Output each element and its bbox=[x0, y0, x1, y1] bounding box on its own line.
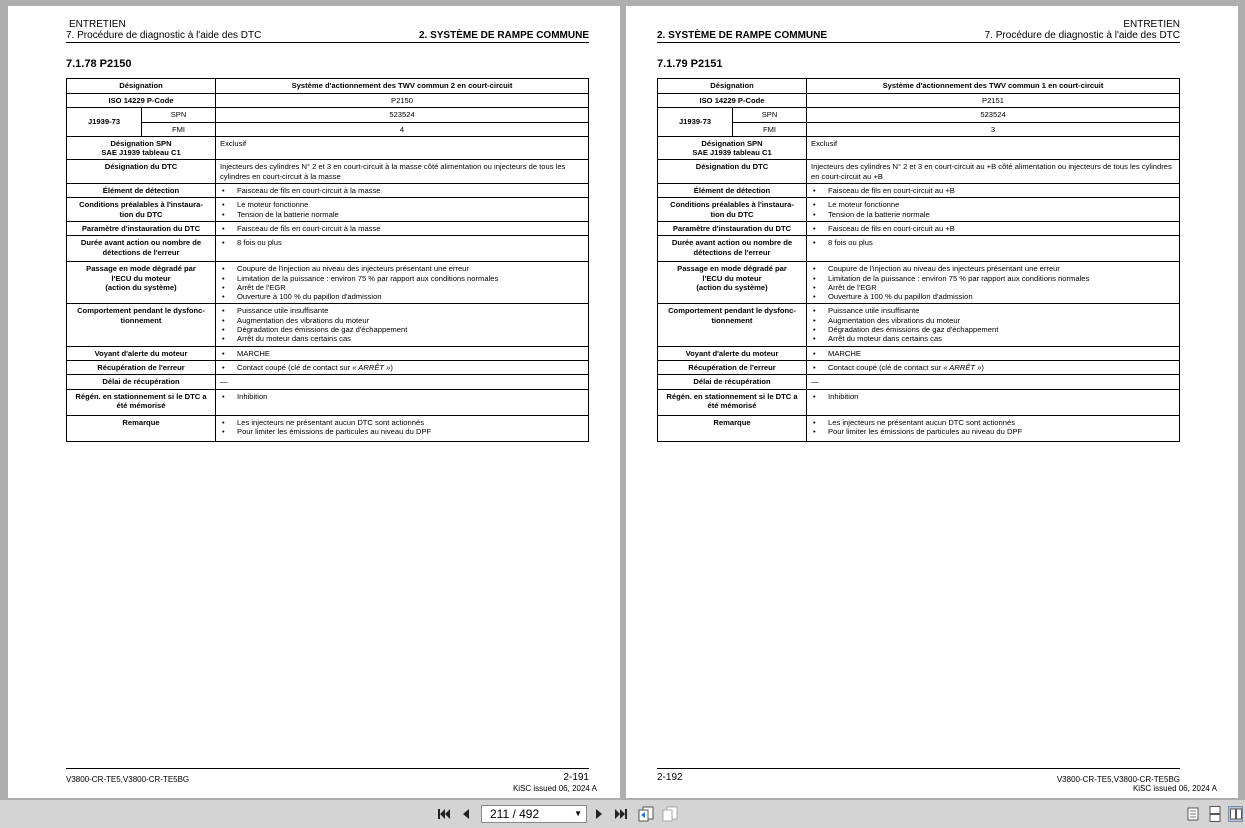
document-page-right bbox=[626, 6, 1238, 798]
row-label: Paramètre d'instauration du DTC bbox=[658, 221, 807, 235]
row-value bbox=[807, 236, 1180, 262]
row-value: — bbox=[807, 375, 1180, 389]
table-row bbox=[658, 415, 1180, 441]
list-item: • Arrêt de l'EGR bbox=[811, 283, 1175, 292]
table-row bbox=[658, 236, 1180, 262]
footer-model: V3800-CR-TE5,V3800-CR-TE5BG bbox=[66, 775, 190, 784]
bullet-list bbox=[811, 306, 1175, 343]
row-label: Comportement pendant le dysfonc- tionnement bbox=[67, 304, 216, 346]
list-item: • MARCHE bbox=[811, 349, 1175, 358]
first-page-icon[interactable] bbox=[436, 806, 452, 822]
bullet-list bbox=[220, 264, 584, 301]
list-item: • Pour limiter les émissions de particules au niveau du DPF bbox=[220, 427, 584, 436]
row-sublabel: FMI bbox=[142, 122, 216, 136]
list-item: • 8 fois ou plus bbox=[220, 238, 584, 247]
row-value bbox=[216, 221, 589, 235]
bullet-list bbox=[811, 238, 1175, 247]
table-row bbox=[67, 198, 589, 222]
row-label: Remarque bbox=[67, 415, 216, 441]
forward-icon[interactable] bbox=[662, 806, 678, 822]
row-value: Système d'actionnement des TWV commun 1 en court-circuit bbox=[807, 79, 1180, 94]
row-label: Paramètre d'instauration du DTC bbox=[67, 221, 216, 235]
list-item: • Limitation de la puissance : environ 75 % par rapport aux conditions normales bbox=[811, 274, 1175, 283]
list-item: • Arrêt de l'EGR bbox=[220, 283, 584, 292]
row-value bbox=[216, 389, 589, 415]
section-title: 7.1.79 P2151 bbox=[657, 58, 723, 70]
last-page-icon[interactable] bbox=[613, 806, 629, 822]
bullet-list bbox=[220, 349, 584, 358]
list-item: • Tension de la batterie normale bbox=[220, 210, 584, 219]
row-label: Durée avant action ou nombre de détections de l'erreur bbox=[67, 236, 216, 262]
table-row bbox=[658, 79, 1180, 94]
list-item: • Pour limiter les émissions de particules au niveau du DPF bbox=[811, 427, 1175, 436]
row-label: Passage en mode dégradé par l'ECU du moteur (action du système) bbox=[67, 262, 216, 304]
row-label: Récupération de l'erreur bbox=[67, 360, 216, 374]
bullet-list bbox=[220, 224, 584, 233]
table-row bbox=[658, 94, 1180, 108]
row-label: Désignation du DTC bbox=[658, 160, 807, 184]
row-label: ISO 14229 P-Code bbox=[658, 94, 807, 108]
list-item: • Dégradation des émissions de gaz d'échappement bbox=[811, 325, 1175, 334]
row-label: Conditions préalables à l'instaura- tion du DTC bbox=[658, 198, 807, 222]
table-row bbox=[67, 108, 589, 122]
row-value bbox=[216, 346, 589, 360]
row-value: Système d'actionnement des TWV commun 2 en court-circuit bbox=[216, 79, 589, 94]
dtc-table bbox=[657, 78, 1180, 442]
prev-page-icon[interactable] bbox=[458, 806, 474, 822]
table-row bbox=[67, 304, 589, 346]
table-row bbox=[658, 389, 1180, 415]
row-label: Conditions préalables à l'instaura- tion du DTC bbox=[67, 198, 216, 222]
row-label: J1939-73 bbox=[67, 108, 142, 137]
row-label: Voyant d'alerte du moteur bbox=[658, 346, 807, 360]
bullet-list bbox=[811, 200, 1175, 219]
list-item: • Tension de la batterie normale bbox=[811, 210, 1175, 219]
row-sublabel: FMI bbox=[733, 122, 807, 136]
page-footer bbox=[657, 768, 1217, 793]
row-value: P2150 bbox=[216, 94, 589, 108]
table-row bbox=[658, 360, 1180, 374]
continuous-view-icon[interactable] bbox=[1207, 806, 1223, 822]
row-value: 523524 bbox=[216, 108, 589, 122]
footer-issue: KiSC issued 06, 2024 A bbox=[1132, 784, 1217, 793]
footer-issue: KiSC issued 06, 2024 A bbox=[512, 784, 597, 793]
bullet-list bbox=[220, 200, 584, 219]
row-value bbox=[216, 236, 589, 262]
row-label: Désignation SPN SAE J1939 tableau C1 bbox=[658, 136, 807, 160]
list-item: • Faisceau de fils en court-circuit au +B bbox=[811, 224, 1175, 233]
row-value bbox=[807, 346, 1180, 360]
row-sublabel: SPN bbox=[733, 108, 807, 122]
header-top-label: ENTRETIEN bbox=[69, 19, 126, 30]
row-value bbox=[216, 198, 589, 222]
footer-model: V3800-CR-TE5,V3800-CR-TE5BG bbox=[1056, 775, 1180, 784]
row-value: Injecteurs des cylindres N° 2 et 3 en court-circuit à la masse côté alimentation ou injecteurs de tous les cylindres en court-circuit à la masse bbox=[216, 160, 589, 184]
row-label: Élément de détection bbox=[658, 184, 807, 198]
bullet-list bbox=[811, 392, 1175, 401]
dtc-table bbox=[66, 78, 589, 442]
page-header bbox=[657, 19, 1180, 49]
table-row bbox=[658, 262, 1180, 304]
table-row bbox=[658, 122, 1180, 136]
table-row bbox=[67, 375, 589, 389]
row-label: ISO 14229 P-Code bbox=[67, 94, 216, 108]
bullet-list bbox=[811, 186, 1175, 195]
row-value bbox=[216, 415, 589, 441]
row-value bbox=[807, 389, 1180, 415]
list-item: • Le moteur fonctionne bbox=[811, 200, 1175, 209]
page-footer bbox=[66, 768, 597, 793]
bullet-list bbox=[220, 392, 584, 401]
row-value bbox=[216, 262, 589, 304]
row-value: 523524 bbox=[807, 108, 1180, 122]
list-item: • Les injecteurs ne présentant aucun DTC sont actionnés bbox=[220, 418, 584, 427]
row-label: Désignation SPN SAE J1939 tableau C1 bbox=[67, 136, 216, 160]
row-value bbox=[807, 360, 1180, 374]
viewer-toolbar bbox=[0, 800, 1245, 828]
row-value: Injecteurs des cylindres N° 2 et 3 en court-circuit au +B côté alimentation ou injecteurs de tous les cylindres en court-circuit au +B bbox=[807, 160, 1180, 184]
header-left-text: 2. SYSTÈME DE RAMPE COMMUNE bbox=[657, 30, 828, 41]
bullet-list bbox=[811, 264, 1175, 301]
table-row bbox=[67, 415, 589, 441]
bullet-list bbox=[811, 418, 1175, 437]
header-right-text: 7. Procédure de diagnostic à l'aide des DTC bbox=[984, 30, 1180, 41]
row-label: Comportement pendant le dysfonc- tionnement bbox=[658, 304, 807, 346]
row-label: Élément de détection bbox=[67, 184, 216, 198]
row-value bbox=[807, 184, 1180, 198]
list-item: • Puissance utile insuffisante bbox=[220, 306, 584, 315]
list-item: • 8 fois ou plus bbox=[811, 238, 1175, 247]
table-row bbox=[67, 346, 589, 360]
table-row bbox=[658, 221, 1180, 235]
row-value bbox=[807, 198, 1180, 222]
row-value bbox=[216, 304, 589, 346]
row-value bbox=[216, 184, 589, 198]
row-value: — bbox=[216, 375, 589, 389]
table-row bbox=[67, 94, 589, 108]
row-label: Durée avant action ou nombre de détections de l'erreur bbox=[658, 236, 807, 262]
table-row bbox=[67, 236, 589, 262]
back-icon[interactable] bbox=[638, 806, 654, 822]
row-label: Récupération de l'erreur bbox=[658, 360, 807, 374]
row-value: Exclusif bbox=[216, 136, 589, 160]
row-label: Désignation bbox=[67, 79, 216, 94]
row-label: Remarque bbox=[658, 415, 807, 441]
next-page-icon[interactable] bbox=[591, 806, 607, 822]
list-item: • Les injecteurs ne présentant aucun DTC sont actionnés bbox=[811, 418, 1175, 427]
bullet-list bbox=[811, 224, 1175, 233]
list-item: • Ouverture à 100 % du papillon d'admission bbox=[220, 292, 584, 301]
bullet-list bbox=[811, 363, 1175, 372]
table-row bbox=[67, 360, 589, 374]
row-value: Exclusif bbox=[807, 136, 1180, 160]
footer-page-number: 2-191 bbox=[563, 772, 589, 783]
bullet-list bbox=[220, 186, 584, 195]
header-top-label: ENTRETIEN bbox=[1123, 19, 1180, 30]
row-value bbox=[807, 304, 1180, 346]
row-label: Passage en mode dégradé par l'ECU du moteur (action du système) bbox=[658, 262, 807, 304]
row-label: Voyant d'alerte du moteur bbox=[67, 346, 216, 360]
list-item: • Dégradation des émissions de gaz d'échappement bbox=[220, 325, 584, 334]
table-row bbox=[67, 262, 589, 304]
table-row bbox=[658, 160, 1180, 184]
bullet-list bbox=[220, 418, 584, 437]
list-item: • Faisceau de fils en court-circuit au +B bbox=[811, 186, 1175, 195]
list-item: • Faisceau de fils en court-circuit à la masse bbox=[220, 186, 584, 195]
table-row bbox=[658, 136, 1180, 160]
table-row bbox=[67, 389, 589, 415]
list-item: • MARCHE bbox=[220, 349, 584, 358]
list-item: • Inhibition bbox=[811, 392, 1175, 401]
row-label: Délai de récupération bbox=[658, 375, 807, 389]
table-row bbox=[658, 184, 1180, 198]
page-number-select[interactable] bbox=[481, 805, 587, 823]
row-value bbox=[807, 415, 1180, 441]
bullet-list bbox=[811, 349, 1175, 358]
page-header bbox=[66, 19, 589, 49]
list-item: • Limitation de la puissance : environ 75 % par rapport aux conditions normales bbox=[220, 274, 584, 283]
page-indicator: 211 / 492 bbox=[490, 807, 540, 821]
list-item: • Inhibition bbox=[220, 392, 584, 401]
list-item: • Contact coupé (clé de contact sur « ARRÊT ») bbox=[811, 363, 1175, 372]
list-item: • Arrêt du moteur dans certains cas bbox=[811, 334, 1175, 343]
list-item: • Puissance utile insuffisante bbox=[811, 306, 1175, 315]
list-item: • Contact coupé (clé de contact sur « ARRÊT ») bbox=[220, 363, 584, 372]
list-item: • Le moteur fonctionne bbox=[220, 200, 584, 209]
row-label: Désignation bbox=[658, 79, 807, 94]
table-row bbox=[658, 375, 1180, 389]
row-label: Désignation du DTC bbox=[67, 160, 216, 184]
row-label: Délai de récupération bbox=[67, 375, 216, 389]
table-row bbox=[67, 160, 589, 184]
row-value bbox=[216, 360, 589, 374]
single-page-view-icon[interactable] bbox=[1185, 806, 1201, 822]
list-item: • Augmentation des vibrations du moteur bbox=[811, 316, 1175, 325]
row-value bbox=[807, 262, 1180, 304]
row-label: Régén. en stationnement si le DTC a été mémorisé bbox=[658, 389, 807, 415]
row-value: 4 bbox=[216, 122, 589, 136]
table-row bbox=[658, 346, 1180, 360]
table-row bbox=[67, 122, 589, 136]
list-item: • Arrêt du moteur dans certains cas bbox=[220, 334, 584, 343]
table-row bbox=[67, 136, 589, 160]
row-sublabel: SPN bbox=[142, 108, 216, 122]
header-left-text: 7. Procédure de diagnostic à l'aide des DTC bbox=[66, 30, 262, 41]
chevron-down-icon: ▼ bbox=[574, 809, 582, 818]
row-value bbox=[807, 221, 1180, 235]
table-row bbox=[67, 221, 589, 235]
bullet-list bbox=[220, 363, 584, 372]
document-page-left bbox=[8, 6, 620, 798]
bullet-list bbox=[220, 238, 584, 247]
row-value: P2151 bbox=[807, 94, 1180, 108]
list-item: • Faisceau de fils en court-circuit à la masse bbox=[220, 224, 584, 233]
bullet-list bbox=[220, 306, 584, 343]
table-row bbox=[67, 79, 589, 94]
row-value: 3 bbox=[807, 122, 1180, 136]
list-item: • Coupure de l'injection au niveau des injecteurs présentant une erreur bbox=[220, 264, 584, 273]
row-label: J1939-73 bbox=[658, 108, 733, 137]
section-title: 7.1.78 P2150 bbox=[66, 58, 132, 70]
footer-page-number: 2-192 bbox=[657, 772, 683, 783]
list-item: • Ouverture à 100 % du papillon d'admission bbox=[811, 292, 1175, 301]
table-row bbox=[658, 304, 1180, 346]
list-item: • Coupure de l'injection au niveau des injecteurs présentant une erreur bbox=[811, 264, 1175, 273]
table-row bbox=[67, 184, 589, 198]
table-row bbox=[658, 108, 1180, 122]
header-right-text: 2. SYSTÈME DE RAMPE COMMUNE bbox=[418, 30, 589, 41]
row-label: Régén. en stationnement si le DTC a été mémorisé bbox=[67, 389, 216, 415]
table-row bbox=[658, 198, 1180, 222]
list-item: • Augmentation des vibrations du moteur bbox=[220, 316, 584, 325]
facing-pages-view-icon[interactable] bbox=[1228, 806, 1243, 822]
